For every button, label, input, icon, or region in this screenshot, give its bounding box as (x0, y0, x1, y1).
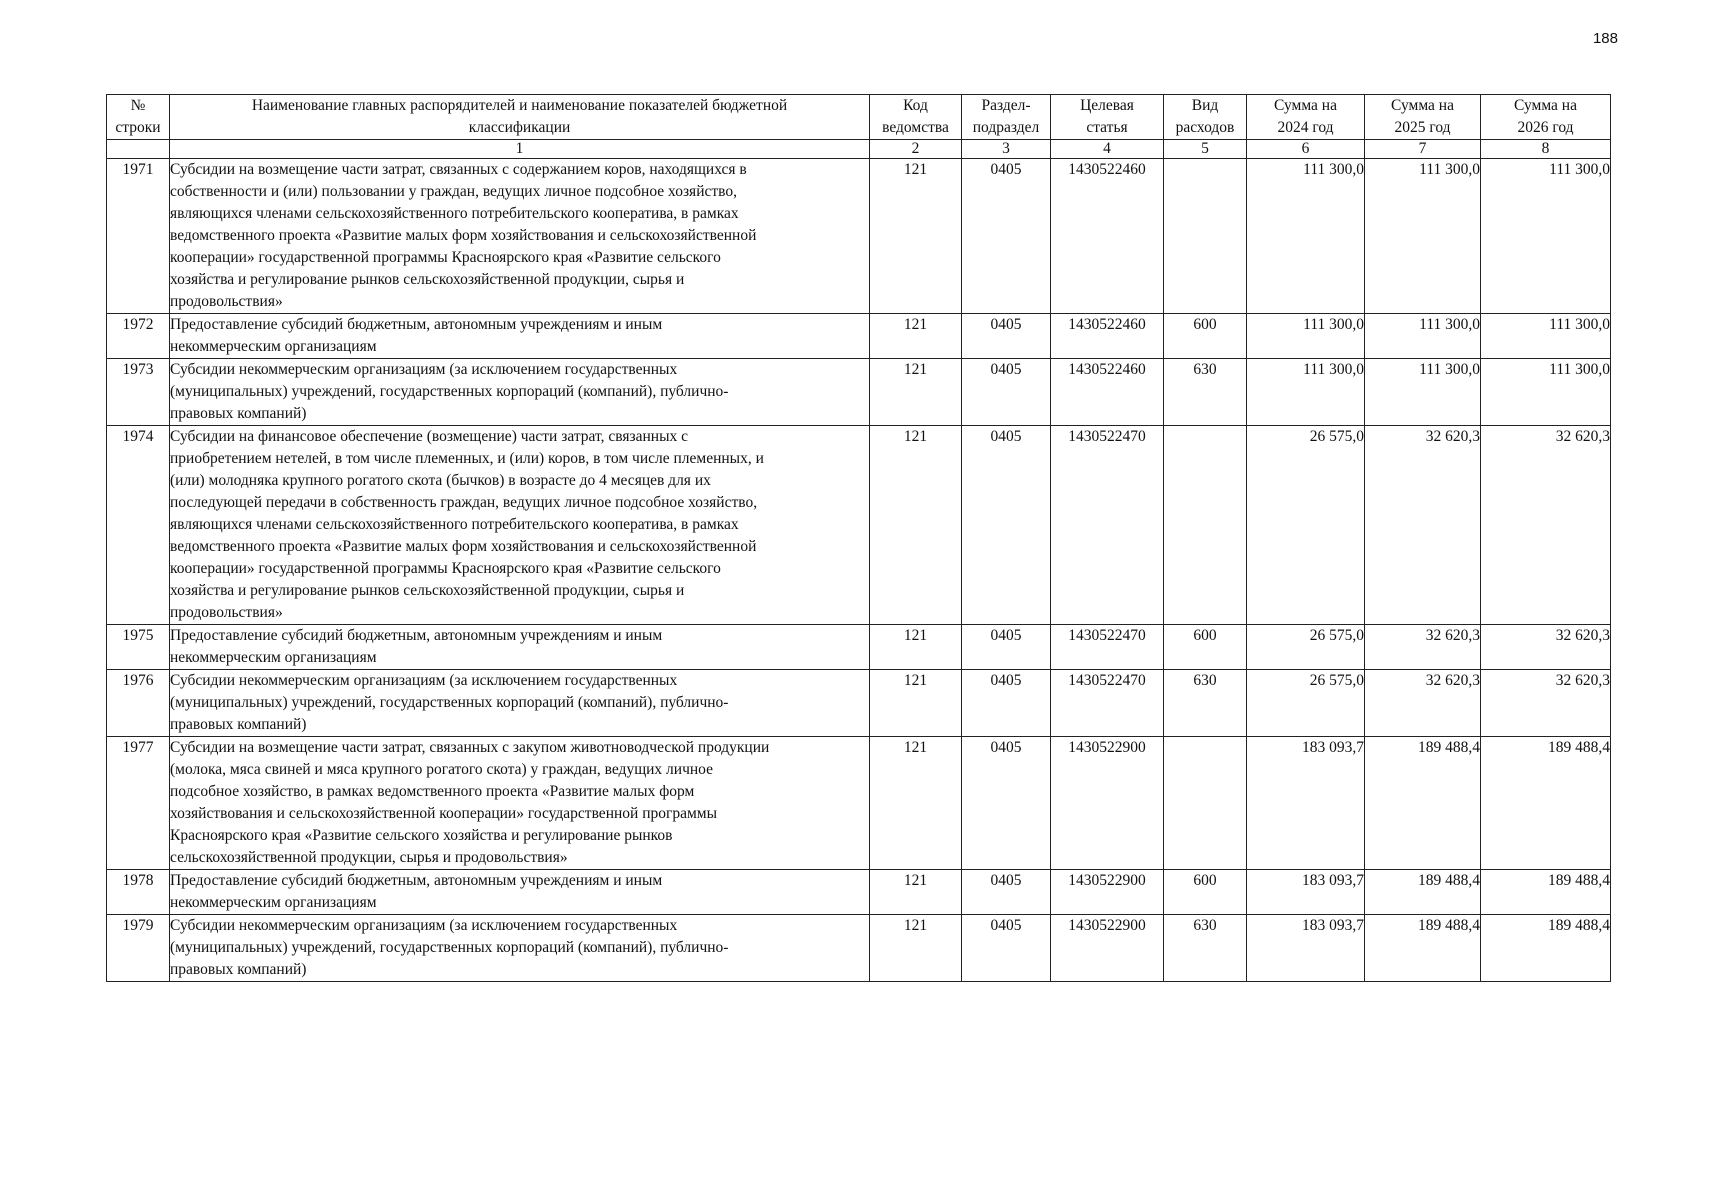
sum-2025: 189 488,4 (1365, 870, 1481, 915)
row-number: 1974 (107, 426, 170, 625)
header-sum-2026: Сумма на 2026 год (1481, 95, 1611, 140)
row-name-line: некоммерческим организациям (170, 338, 377, 355)
target-article: 1430522900 (1051, 870, 1164, 915)
target-article: 1430522460 (1051, 159, 1164, 314)
section-code: 0405 (962, 915, 1051, 982)
dept-code: 121 (870, 426, 962, 625)
row-name-line: собственности и (или) пользовании у граждан, ведущих личное подсобное хозяйство, (170, 183, 737, 200)
row-name-line: правовых компаний) (170, 961, 307, 978)
header-sum-2025: Сумма на 2025 год (1365, 95, 1481, 140)
expense-type (1164, 159, 1247, 314)
row-name (170, 159, 870, 314)
table-row (107, 915, 1611, 982)
dept-code: 121 (870, 670, 962, 737)
row-name (170, 426, 870, 625)
row-name-line: Субсидии на возмещение части затрат, связанных с закупом животноводческой продукции (170, 739, 770, 756)
row-name-line: некоммерческим организациям (170, 894, 377, 911)
sum-2025: 111 300,0 (1365, 159, 1481, 314)
table-row (107, 359, 1611, 426)
sum-2024: 111 300,0 (1247, 359, 1365, 426)
row-name-line: Субсидии на возмещение части затрат, связанных с содержанием коров, находящихся в (170, 161, 747, 178)
expense-type: 600 (1164, 870, 1247, 915)
target-article: 1430522460 (1051, 359, 1164, 426)
table-row (107, 159, 1611, 314)
table-row (107, 737, 1611, 870)
table-row (107, 314, 1611, 359)
sum-2025: 32 620,3 (1365, 426, 1481, 625)
sum-2025: 189 488,4 (1365, 737, 1481, 870)
table-row (107, 870, 1611, 915)
budget-table (106, 94, 1611, 982)
column-number: 2 (870, 140, 962, 159)
row-name-line: продовольствия» (170, 604, 283, 621)
row-name-line: Красноярского края «Развитие сельского хозяйства и регулирование рынков (170, 827, 673, 844)
row-name-line: приобретением нетелей, в том числе племенных, и (или) коров, в том числе племенных, и (170, 450, 764, 467)
target-article: 1430522470 (1051, 426, 1164, 625)
header-target-article: Целевая статья (1051, 95, 1164, 140)
sum-2026: 32 620,3 (1481, 670, 1611, 737)
row-number: 1975 (107, 625, 170, 670)
sum-2026: 111 300,0 (1481, 314, 1611, 359)
row-number: 1973 (107, 359, 170, 426)
row-name (170, 737, 870, 870)
row-name-line: Субсидии некоммерческим организациям (за исключением государственных (170, 361, 678, 378)
column-number: 1 (170, 140, 870, 159)
row-name-line: (муниципальных) учреждений, государственных корпораций (компаний), публично- (170, 383, 729, 400)
header-row (107, 95, 1611, 140)
column-number: 6 (1247, 140, 1365, 159)
row-name-line: являющихся членами сельскохозяйственного потребительского кооператива, в рамках (170, 516, 739, 533)
expense-type (1164, 737, 1247, 870)
expense-type: 600 (1164, 314, 1247, 359)
row-name-line: являющихся членами сельскохозяйственного потребительского кооператива, в рамках (170, 205, 739, 222)
column-number: 8 (1481, 140, 1611, 159)
row-name-line: хозяйства и регулирование рынков сельскохозяйственной продукции, сырья и (170, 582, 685, 599)
row-name-line: подсобное хозяйство, в рамках ведомственного проекта «Развитие малых форм (170, 783, 695, 800)
header-row-no: № строки (107, 95, 170, 140)
row-name-line: последующей передачи в собственность граждан, ведущих личное подсобное хозяйство, (170, 494, 758, 511)
section-code: 0405 (962, 314, 1051, 359)
dept-code: 121 (870, 359, 962, 426)
section-code: 0405 (962, 625, 1051, 670)
section-code: 0405 (962, 159, 1051, 314)
row-number: 1971 (107, 159, 170, 314)
target-article: 1430522460 (1051, 314, 1164, 359)
row-name-line: правовых компаний) (170, 405, 307, 422)
column-number: 7 (1365, 140, 1481, 159)
row-name (170, 314, 870, 359)
expense-type: 600 (1164, 625, 1247, 670)
row-name-line: хозяйства и регулирование рынков сельскохозяйственной продукции, сырья и (170, 271, 685, 288)
row-name-line: ведомственного проекта «Развитие малых форм хозяйствования и сельскохозяйственной (170, 538, 757, 555)
sum-2026: 111 300,0 (1481, 359, 1611, 426)
header-dept-code: Код ведомства (870, 95, 962, 140)
row-name-line: Субсидии на финансовое обеспечение (возмещение) части затрат, связанных с (170, 428, 689, 445)
row-name-line: кооперации» государственной программы Красноярского края «Развитие сельского (170, 249, 721, 266)
header-sum-2024: Сумма на 2024 год (1247, 95, 1365, 140)
sum-2025: 32 620,3 (1365, 670, 1481, 737)
sum-2024: 26 575,0 (1247, 670, 1365, 737)
row-number: 1978 (107, 870, 170, 915)
section-code: 0405 (962, 670, 1051, 737)
sum-2026: 189 488,4 (1481, 737, 1611, 870)
section-code: 0405 (962, 426, 1051, 625)
expense-type: 630 (1164, 670, 1247, 737)
row-name-line: продовольствия» (170, 293, 283, 310)
row-name-line: (муниципальных) учреждений, государственных корпораций (компаний), публично- (170, 694, 729, 711)
row-name-line: правовых компаний) (170, 716, 307, 733)
header-section: Раздел- подраздел (962, 95, 1051, 140)
row-name (170, 915, 870, 982)
sum-2024: 111 300,0 (1247, 314, 1365, 359)
page-number: 188 (1592, 30, 1618, 47)
row-name-line: Предоставление субсидий бюджетным, автономным учреждениям и иным (170, 316, 663, 333)
section-code: 0405 (962, 359, 1051, 426)
row-name (170, 625, 870, 670)
row-name (170, 359, 870, 426)
sum-2026: 189 488,4 (1481, 915, 1611, 982)
dept-code: 121 (870, 314, 962, 359)
row-name-line: сельскохозяйственной продукции, сырья и продовольствия» (170, 849, 568, 866)
row-number: 1972 (107, 314, 170, 359)
table-row (107, 670, 1611, 737)
table-row (107, 625, 1611, 670)
header-name: Наименование главных распорядителей и наименование показателей бюджетной классификации (170, 95, 870, 140)
sum-2024: 183 093,7 (1247, 737, 1365, 870)
row-number: 1977 (107, 737, 170, 870)
dept-code: 121 (870, 915, 962, 982)
row-name-line: (муниципальных) учреждений, государственных корпораций (компаний), публично- (170, 939, 729, 956)
row-name (170, 870, 870, 915)
sum-2024: 183 093,7 (1247, 915, 1365, 982)
target-article: 1430522470 (1051, 625, 1164, 670)
row-name-line: Субсидии некоммерческим организациям (за исключением государственных (170, 672, 678, 689)
row-name-line: ведомственного проекта «Развитие малых форм хозяйствования и сельскохозяйственной (170, 227, 757, 244)
row-name-line: кооперации» государственной программы Красноярского края «Развитие сельского (170, 560, 721, 577)
expense-type (1164, 426, 1247, 625)
row-number: 1976 (107, 670, 170, 737)
column-number-row (107, 140, 1611, 159)
section-code: 0405 (962, 737, 1051, 870)
table-row (107, 426, 1611, 625)
column-number: 3 (962, 140, 1051, 159)
table-body (107, 159, 1611, 982)
column-number: 4 (1051, 140, 1164, 159)
sum-2025: 189 488,4 (1365, 915, 1481, 982)
expense-type: 630 (1164, 359, 1247, 426)
sum-2025: 32 620,3 (1365, 625, 1481, 670)
sum-2026: 32 620,3 (1481, 625, 1611, 670)
dept-code: 121 (870, 737, 962, 870)
row-name-line: (или) молодняка крупного рогатого скота (бычков) в возрасте до 4 месяцев для их (170, 472, 711, 489)
row-name-line: Предоставление субсидий бюджетным, автономным учреждениям и иным (170, 872, 663, 889)
row-name-line: хозяйствования и сельскохозяйственной кооперации» государственной программы (170, 805, 718, 822)
dept-code: 121 (870, 159, 962, 314)
sum-2025: 111 300,0 (1365, 314, 1481, 359)
target-article: 1430522470 (1051, 670, 1164, 737)
row-name (170, 670, 870, 737)
row-name-line: некоммерческим организациям (170, 649, 377, 666)
row-name-line: Субсидии некоммерческим организациям (за исключением государственных (170, 917, 678, 934)
sum-2024: 111 300,0 (1247, 159, 1365, 314)
sum-2024: 26 575,0 (1247, 625, 1365, 670)
sum-2026: 111 300,0 (1481, 159, 1611, 314)
sum-2024: 26 575,0 (1247, 426, 1365, 625)
target-article: 1430522900 (1051, 915, 1164, 982)
sum-2026: 189 488,4 (1481, 870, 1611, 915)
expense-type: 630 (1164, 915, 1247, 982)
row-name-line: Предоставление субсидий бюджетным, автономным учреждениям и иным (170, 627, 663, 644)
dept-code: 121 (870, 870, 962, 915)
row-number: 1979 (107, 915, 170, 982)
row-name-line: (молока, мяса свиней и мяса крупного рогатого скота) у граждан, ведущих личное (170, 761, 713, 778)
sum-2025: 111 300,0 (1365, 359, 1481, 426)
sum-2024: 183 093,7 (1247, 870, 1365, 915)
sum-2026: 32 620,3 (1481, 426, 1611, 625)
column-number: 5 (1164, 140, 1247, 159)
dept-code: 121 (870, 625, 962, 670)
column-number-empty (107, 140, 170, 159)
section-code: 0405 (962, 870, 1051, 915)
header-expense-type: Вид расходов (1164, 95, 1247, 140)
target-article: 1430522900 (1051, 737, 1164, 870)
